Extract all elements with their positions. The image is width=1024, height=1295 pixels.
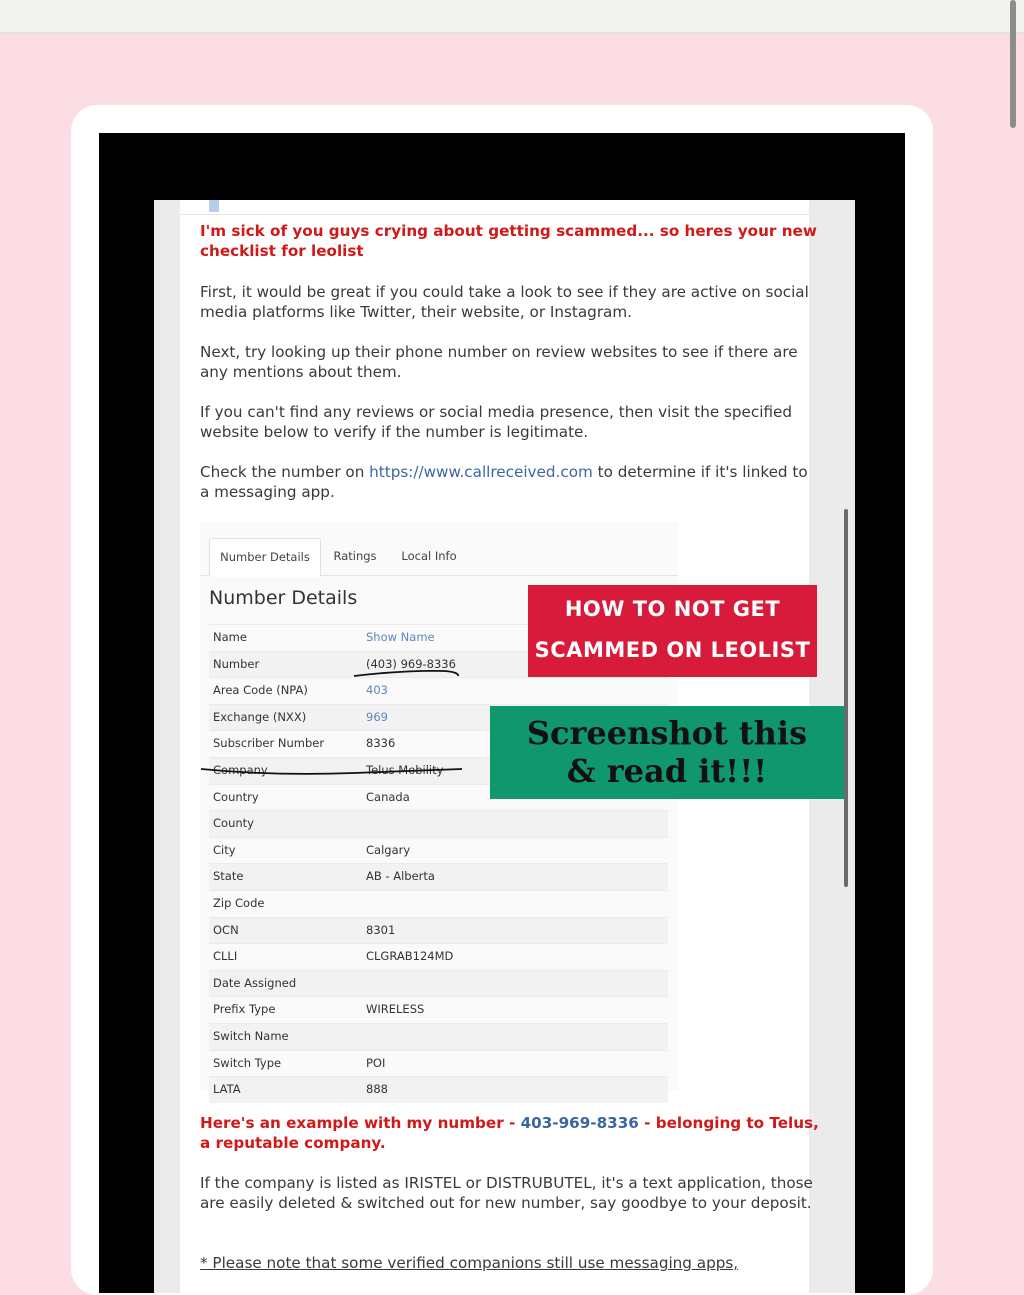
callreceived-link[interactable]: https://www.callreceived.com <box>369 463 593 481</box>
table-row: City Calgary <box>209 837 668 864</box>
table-row: Switch Type POI <box>209 1050 668 1077</box>
tab-ratings[interactable]: Ratings <box>333 549 377 563</box>
table-row: County <box>209 810 668 837</box>
area-code-link[interactable]: 403 <box>366 683 388 698</box>
paragraph-check-number: Check the number on https://www.callreceived.com to determine if it's linked to a messaging app. <box>200 463 808 501</box>
table-row: Number (403) 969-8336 <box>209 651 668 678</box>
paragraph-text-apps: If the company is listed as IRISTEL or DISTRUBUTEL, it's a text application, those are easily deleted & switched out for new number, say goodbye to your deposit. <box>200 1174 813 1212</box>
table-row: Date Assigned <box>209 970 668 997</box>
paragraph-verify: If you can't find any reviews or social media presence, then visit the specified website below to verify if the number is legitimate. <box>200 403 793 441</box>
table-row: State AB - Alberta <box>209 863 668 890</box>
table-row: Prefix Type WIRELESS <box>209 996 668 1023</box>
title-banner-red: HOW TO NOT GET SCAMMED ON LEOLIST <box>528 585 817 677</box>
show-name-link[interactable]: Show Name <box>366 630 435 644</box>
table-row: Country Canada <box>209 784 668 811</box>
number-details-title: Number Details <box>209 587 358 609</box>
exchange-link[interactable]: 969 <box>366 709 388 724</box>
page-scrollbar[interactable] <box>1010 0 1016 128</box>
tab-local-info[interactable]: Local Info <box>401 549 457 563</box>
table-row: OCN 8301 <box>209 917 668 944</box>
screenshot-frame <box>99 133 905 1293</box>
paragraph-social-media: First, it would be great if you could take a look to see if they are active on social media platforms like Twitter, their website, or Instagram. <box>200 283 809 321</box>
tab-number-details[interactable]: Number Details <box>209 538 321 577</box>
post-heading: I'm sick of you guys crying about getting scammed... so heres your new checklist for leolist <box>200 222 817 260</box>
example-number-link[interactable]: 403-969-8336 <box>520 1114 639 1132</box>
example-heading: Here's an example with my number - 403-969-8336 - belonging to Telus, a reputable company. <box>200 1114 819 1152</box>
table-row: Company Telus Mobility <box>209 757 668 784</box>
browser-top-bar <box>0 0 1024 34</box>
table-row: Switch Name <box>209 1023 668 1050</box>
company-underline <box>201 769 462 774</box>
table-row: Zip Code <box>209 890 668 917</box>
table-row: Subscriber Number 8336 <box>209 730 668 757</box>
paragraph-note: * Please note that some verified companions still use messaging apps, <box>200 1254 739 1272</box>
screenshot-banner-green: Screenshot this & read it!!! <box>490 706 844 799</box>
table-row: LATA 888 <box>209 1076 668 1103</box>
table-row: CLLI CLGRAB124MD <box>209 943 668 970</box>
paragraph-review-sites: Next, try looking up their phone number on review websites to see if there are any mentions about them. <box>200 343 798 381</box>
table-row: Area Code (NPA) 403 <box>209 677 668 704</box>
number-underline <box>354 671 458 676</box>
table-row: Exchange (NXX) 969 <box>209 704 668 731</box>
table-row: Name Show Name <box>209 624 668 651</box>
